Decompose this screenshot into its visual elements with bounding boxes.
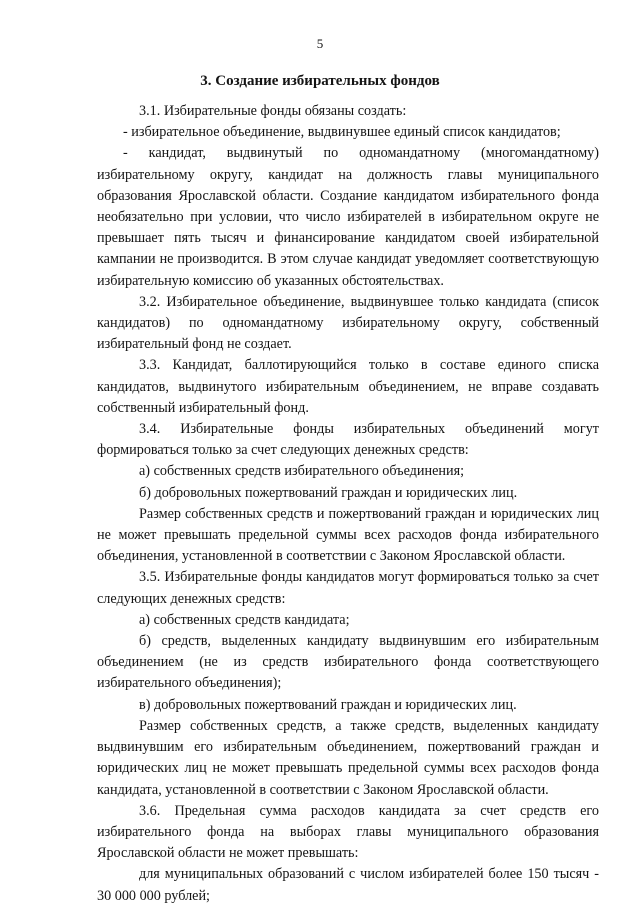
- page-number: 5: [316, 36, 324, 51]
- paragraph-3-6: 3.6. Предельная сумма расходов кандидата за счет средств его избирательного фонда на выборах главы муниципального образования Ярославской области не может превышать:: [97, 802, 599, 862]
- document-body: [97, 101, 599, 907]
- paragraph-3-2: 3.2. Избирательное объединение, выдвинувшее только кандидата (список кандидатов) по одномандатному избирательному округу, собственный избирательный фонд не создает.: [97, 293, 599, 353]
- list-item-3-5-b: б) средств, выделенных кандидату выдвинувшим его избирательным объединением (не из средств избирательного фонда соответствующего избирательного объединения);: [97, 633, 599, 692]
- paragraph-3-4-limit: Размер собственных средств и пожертвований граждан и юридических лиц не может превышать предельной суммы всех расходов фонда избирательного объединения, установленной в соответствии с Законом Ярославской области.: [97, 505, 599, 565]
- list-item-3-5-c: в) добровольных пожертвований граждан и юридических лиц.: [139, 696, 517, 713]
- list-item-3-4-b: б) добровольных пожертвований граждан и юридических лиц.: [139, 484, 518, 501]
- paragraph-3-5: 3.5. Избирательные фонды кандидатов могут формироваться только за счет следующих денежных средств:: [97, 569, 599, 607]
- list-item-electoral-association: - избирательное объединение, выдвинувшее единый список кандидатов;: [123, 124, 561, 141]
- list-item-candidate: - кандидат, выдвинутый по одномандатному (многомандатному) избирательному округу, кандидат на должность главы муниципального образования Ярославской области. Создание кандидатом избирательного фонда необязательно при условии, что число избирателей в избирательном округе не превышает пять тысяч и финансирование кандидатом своей избирательной кампании не производится. В этом случае кандидат уведомляет соответствующую избирательную комиссию об указанных обстоятельствах.: [97, 145, 599, 289]
- paragraph-3-4: 3.4. Избирательные фонды избирательных объединений могут формироваться только за счет следующих денежных средств:: [97, 421, 599, 459]
- list-item-3-6-150k: для муниципальных образований с числом избирателей более 150 тысяч - 30 000 000 рублей;: [97, 866, 599, 904]
- list-item-3-4-a: а) собственных средств избирательного объединения;: [139, 463, 465, 480]
- paragraph-3-3: 3.3. Кандидат, баллотирующийся только в составе единого списка кандидатов, выдвинутого избирательным объединением, не вправе создавать собственный избирательный фонд.: [97, 357, 599, 416]
- section-heading: 3. Создание избирательных фондов: [200, 73, 440, 89]
- list-item-3-5-a: а) собственных средств кандидата;: [139, 611, 350, 628]
- paragraph-3-5-limit: Размер собственных средств, а также средств, выделенных кандидату выдвинувшим его избирательным объединением, пожертвований граждан и юридических лиц не может превышать предельной суммы всех расходов фонда кандидата, установленной в соответствии с Законом Ярославской области.: [97, 717, 599, 798]
- paragraph-3-1: 3.1. Избирательные фонды обязаны создать:: [139, 103, 407, 119]
